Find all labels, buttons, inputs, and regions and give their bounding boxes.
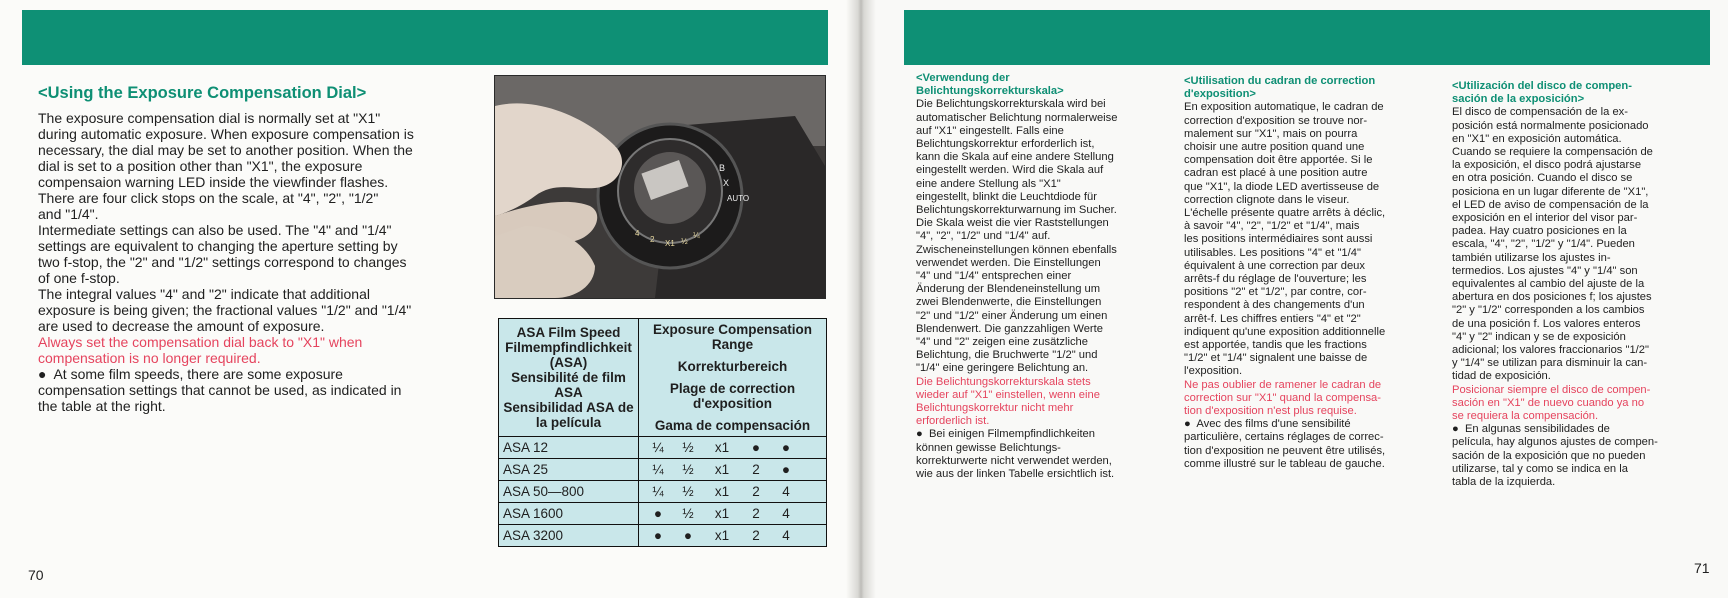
warning-line: sación en "X1" de nuevo cuando ya no — [1452, 396, 1645, 409]
text-line: necessary, the dial may be set to another position. When the — [38, 142, 413, 158]
camera-dial-illustration — [495, 76, 825, 298]
cell-value: ½ — [682, 462, 694, 477]
asa-value: ASA 12 — [499, 437, 639, 459]
header-line: Sensibilidad ASA de — [503, 400, 634, 415]
bullet-line: können gewisse Belichtungs- — [916, 441, 1061, 454]
german-title: <Verwendung der — [916, 72, 1010, 84]
text-line: "2" y "1/2" corresponden a los cambios — [1452, 304, 1645, 317]
header-line: Plage de correction — [669, 381, 796, 396]
cell-value: ● — [653, 528, 663, 543]
table-header-row — [499, 319, 827, 437]
spanish-title: <Utilización del disco de compen- — [1452, 80, 1632, 92]
text-line: abertura en dos posiciones f; los ajustes — [1452, 291, 1652, 304]
text-line: eingestellt, blinkt die Leuchtdiode für — [916, 190, 1097, 203]
cell-value: x1 — [714, 440, 730, 455]
bullet-line: wie aus der linken Tabelle ersichtlich ist. — [916, 468, 1115, 481]
dial-label-half: ½ — [681, 237, 688, 246]
cell-value: ● — [653, 506, 663, 521]
cell-value: 2 — [752, 462, 760, 477]
text-line: En exposition automatique, le cadran de — [1184, 101, 1384, 114]
cell-value: ½ — [682, 506, 694, 521]
text-line: auf "X1" eingestellt. Falls eine — [916, 124, 1064, 137]
text-line: "4" und "1/4" entsprechen einer — [916, 270, 1072, 283]
table-row — [499, 437, 827, 459]
text-line: "4" y "2" indican y se de exposición — [1452, 330, 1626, 343]
text-line: compensaion warning LED inside the viewfinder flashes. — [38, 174, 389, 190]
compensation-values — [639, 481, 827, 503]
text-line: verwendet werden. Die Einstellungen — [916, 256, 1101, 269]
text-line: "1/4" eine geringere Belichtung an. — [916, 362, 1089, 375]
dial-label-2: 2 — [650, 235, 655, 244]
text-line: The exposure compensation dial is normally set at "X1" — [38, 110, 381, 126]
text-line: Zwischeneinstellungen können ebenfalls — [916, 243, 1117, 256]
compensation-values — [639, 503, 827, 525]
text-line: utilisables. Les positions "4" et "1/4" — [1184, 246, 1361, 259]
header-line: d'exposition — [693, 396, 772, 411]
cell-value: ● — [683, 528, 693, 543]
cell-value: ½ — [682, 484, 694, 499]
text-line: Belichtung, die Bruchwerte "1/2" und — [916, 349, 1098, 362]
text-line: "1/2" et "1/4" signalent une baisse de — [1184, 352, 1368, 365]
bullet-line: tabla de la izquierda. — [1452, 476, 1556, 489]
text-line: Die Skala weist die vier Raststellungen — [916, 217, 1109, 230]
table-row — [499, 459, 827, 481]
french-title: d'exposition> — [1184, 88, 1256, 101]
header-band-left — [22, 10, 828, 65]
text-line: eingestellt werden. Wird die Skala auf — [916, 164, 1104, 177]
text-line: during automatic exposure. When exposure compensation is — [38, 126, 414, 142]
bullet-line: tion d'exposition ne peuvent être utilisés, — [1184, 444, 1386, 457]
text-line: of one f-stop. — [38, 270, 120, 286]
cell-value: x1 — [714, 462, 730, 477]
text-line: Cuando se requiere la compensación de — [1452, 146, 1653, 159]
text-line: la exposición, el disco podrá ajustarse — [1452, 159, 1642, 172]
dial-label-b: B — [719, 163, 726, 173]
camera-dial-photo — [494, 75, 826, 299]
header-line: Gama de compensación — [654, 418, 811, 433]
text-line: Belichtungskorrektur erforderlich ist, — [916, 138, 1095, 151]
french-title: <Utilisation du cadran de correction — [1184, 75, 1376, 87]
warning-line: Ne pas oublier de ramener le cadran de — [1184, 378, 1382, 391]
text-line: The integral values "4" and "2" indicate that additional — [38, 286, 370, 302]
text-line: arrêt-f. Les chiffres entiers "4" et "2" — [1184, 312, 1361, 325]
page-number-right: 71 — [1694, 560, 1710, 576]
text-line: "4", "2", "1/2" und "1/4" auf. — [916, 230, 1051, 243]
table-row — [499, 525, 827, 547]
compensation-values — [639, 525, 827, 547]
text-line: termedios. Los ajustes "4" y "1/4" son — [1452, 264, 1638, 277]
text-line: en "X1" en exposición automática. — [1452, 132, 1622, 145]
text-line: adicional; los valores fraccionarios "1/2" — [1452, 344, 1649, 357]
table-header-compensation-range — [639, 319, 827, 437]
text-line: Belichtungskorrekturwarnung im Sucher. — [916, 204, 1117, 217]
text-line: respondent à des changements d'un — [1184, 299, 1365, 312]
text-line: dial is set to a position other than "X1", the exposure — [38, 158, 363, 174]
text-line: tidad de exposición. — [1452, 370, 1551, 383]
bullet-line: sación de la exposición que no pueden — [1452, 449, 1646, 462]
bullet-line: ● Avec des films d'une sensibilité — [1184, 418, 1351, 431]
header-line: Range — [711, 337, 754, 352]
table-row — [499, 481, 827, 503]
warning-line: Die Belichtungskorrekturskala stets — [916, 375, 1091, 388]
text-line: and "1/4". — [38, 206, 99, 222]
cell-value: ● — [781, 462, 791, 477]
text-line: Änderung der Blendeneinstellung um — [916, 283, 1101, 296]
warning-line: compensation is no longer required. — [38, 350, 261, 366]
page-number-left: 70 — [28, 567, 44, 583]
header-line: Exposure Compensation — [652, 322, 813, 337]
asa-value: ASA 50—800 — [499, 481, 639, 503]
warning-line: Always set the compensation dial back to "X1" when — [38, 334, 363, 350]
compensation-values — [639, 437, 827, 459]
text-line: à savoir "4", "2", "1/2" et "1/4", mais — [1184, 220, 1360, 233]
dial-label-x: X — [723, 178, 730, 188]
text-line: El disco de compensación de la ex- — [1452, 106, 1628, 119]
cell-value: 2 — [752, 506, 760, 521]
text-line: posiciona en un lugar diferente de "X1", — [1452, 185, 1649, 198]
german-title: Belichtungskorrekturskala> — [916, 85, 1064, 98]
text-line: eine andere Stellung als "X1" — [916, 177, 1061, 190]
header-line: (ASA) — [549, 355, 588, 370]
warning-line: Posicionar siempre el disco de compen- — [1452, 383, 1651, 396]
text-line: malement sur "X1", mais on pourra — [1184, 127, 1358, 140]
cell-value: ● — [751, 440, 761, 455]
text-line: are used to decrease the amount of exposure. — [38, 318, 325, 334]
table-row — [499, 503, 827, 525]
spanish-title: sación de la exposición> — [1452, 93, 1585, 106]
asa-value: ASA 3200 — [499, 525, 639, 547]
text-line: est apportée, tandis que les fractions — [1184, 339, 1367, 352]
cell-value: 2 — [752, 528, 760, 543]
text-line: positions "2" et "1/2", par contre, cor- — [1184, 286, 1367, 299]
text-line: arrêts-f du réglage de l'ouverture; les — [1184, 273, 1367, 286]
text-line: les positions intermédiaires sont aussi — [1184, 233, 1373, 246]
text-line: two f-stop, the "2" and "1/2" settings correspond to changes — [38, 254, 407, 270]
text-line: zwei Blendenwerte, die Einstellungen — [916, 296, 1102, 309]
text-line: kann die Skala auf eine andere Stellung — [916, 151, 1114, 164]
text-line: L'échelle présente quatre arrêts à déclic, — [1184, 207, 1386, 220]
warning-line: correction sur "X1" quand la compensa- — [1184, 391, 1381, 404]
text-line: también utilizarse los ajustes in- — [1452, 251, 1611, 264]
spanish-column — [1452, 80, 1658, 489]
bullet-line: particulière, certains réglages de correc- — [1184, 431, 1384, 444]
cell-value: x1 — [714, 506, 730, 521]
warning-line: se requiera la compensación. — [1452, 410, 1599, 423]
header-line: Korrekturbereich — [677, 359, 788, 374]
bullet-line: korrekturwerte nicht verwendet werden, — [916, 454, 1112, 467]
text-line: correction clignote dans le viseur. — [1184, 193, 1350, 206]
text-line: Blendenwert. Die ganzzahligen Werte — [916, 322, 1103, 335]
cell-value: ½ — [682, 440, 694, 455]
text-line: posición está normalmente posicionado — [1452, 119, 1649, 132]
text-line: escala, "4", "2", "1/2" y "1/4". Pueden — [1452, 238, 1635, 251]
text-line: y "1/4" se utilizan para disminuir la can- — [1452, 357, 1648, 370]
cell-value: 4 — [782, 528, 790, 543]
dial-label-auto: AUTO — [727, 194, 750, 203]
header-line: ASA — [554, 385, 583, 400]
text-line: "2" und "1/2" einer Änderung um einen — [916, 309, 1108, 322]
english-section-title: <Using the Exposure Compensation Dial> — [38, 84, 367, 102]
compensation-values — [639, 459, 827, 481]
dial-label-4: 4 — [635, 229, 640, 238]
text-line: équivalent à une correction par deux — [1184, 259, 1365, 272]
text-line: l'exposition. — [1184, 365, 1243, 378]
asa-value: ASA 25 — [499, 459, 639, 481]
french-column — [1184, 75, 1385, 471]
asa-compensation-table — [498, 318, 827, 547]
bullet-line: compensation settings that cannot be used, as indicated in — [38, 382, 402, 398]
header-line: Sensibilité de film — [511, 370, 626, 385]
text-line: There are four click stops on the scale, at "4", "2", "1/2" — [38, 190, 379, 206]
bullet-line: utilizarse, tal y como se indica en la — [1452, 462, 1628, 475]
warning-line: tion d'exposition n'est plus requise. — [1184, 405, 1357, 418]
warning-line: wieder auf "X1" einstellen, wenn eine — [916, 388, 1100, 401]
bullet-line: ● En algunas sensibilidades de — [1452, 423, 1610, 436]
german-column — [916, 72, 1117, 481]
bullet-line: película, hay algunos ajustes de compen- — [1452, 436, 1658, 449]
header-line: Filmempfindlichkeit — [505, 340, 632, 355]
warning-line: erforderlich ist. — [916, 415, 990, 428]
cell-value: ● — [781, 440, 791, 455]
cell-value: ¼ — [652, 440, 664, 455]
bullet-line: comme illustré sur le tableau de gauche. — [1184, 457, 1385, 470]
cell-value: ¼ — [652, 484, 664, 499]
header-band-right — [904, 10, 1710, 65]
cell-value: 4 — [782, 484, 790, 499]
cell-value: 2 — [752, 484, 760, 499]
dial-label-quarter: ¼ — [693, 231, 700, 240]
text-line: Die Belichtungskorrekturskala wird bei — [916, 98, 1106, 111]
cell-value: x1 — [714, 528, 730, 543]
bullet-line: the table at the right. — [38, 398, 166, 414]
book-spine — [846, 0, 876, 598]
text-line: en otra posición. Cuando el disco se — [1452, 172, 1633, 185]
text-line: exposición en el interior del visor par- — [1452, 212, 1638, 225]
english-body — [38, 110, 414, 414]
text-line: automatischer Belichtung normalerweise — [916, 111, 1118, 124]
text-line: cadran est placé à une position autre — [1184, 167, 1368, 180]
text-line: padea. Hay cuatro posiciones en la — [1452, 225, 1627, 238]
header-line: ASA Film Speed — [516, 325, 621, 340]
text-line: choisir une autre position quand une — [1184, 141, 1365, 154]
text-line: compensation doit être apportée. Si le — [1184, 154, 1373, 167]
text-line: equivalentes al cambio del ajuste de la — [1452, 278, 1645, 291]
text-line: de una posición f. Los valores enteros — [1452, 317, 1641, 330]
text-line: correction d'exposition se trouve nor- — [1184, 114, 1368, 127]
bullet-line: ● Bei einigen Filmempfindlichkeiten — [916, 428, 1096, 441]
table-header-film-speed — [499, 319, 639, 437]
bullet-line: ● At some film speeds, there are some exposure — [38, 366, 343, 382]
text-line: indiquent qu'une exposition additionnelle — [1184, 325, 1386, 338]
text-line: "4" und "2" zeigen eine zusätzliche — [916, 336, 1088, 349]
asa-value: ASA 1600 — [499, 503, 639, 525]
cell-value: 4 — [782, 506, 790, 521]
dial-label-x1: X1 — [665, 239, 675, 248]
text-line: exposure is being given; the fractional values "1/2" and "1/4" — [38, 302, 412, 318]
cell-value: ¼ — [652, 462, 664, 477]
text-line: Intermediate settings can also be used. The "4" and "1/4" — [38, 222, 392, 238]
text-line: el LED de aviso de compensación de la — [1452, 198, 1649, 211]
text-line: settings are equivalent to changing the aperture setting by — [38, 238, 398, 254]
warning-line: Belichtungskorrektur nicht mehr — [916, 402, 1074, 415]
text-line: que "X1", la diode LED avertisseuse de — [1184, 180, 1380, 193]
cell-value: x1 — [714, 484, 730, 499]
header-line: la película — [535, 415, 602, 430]
